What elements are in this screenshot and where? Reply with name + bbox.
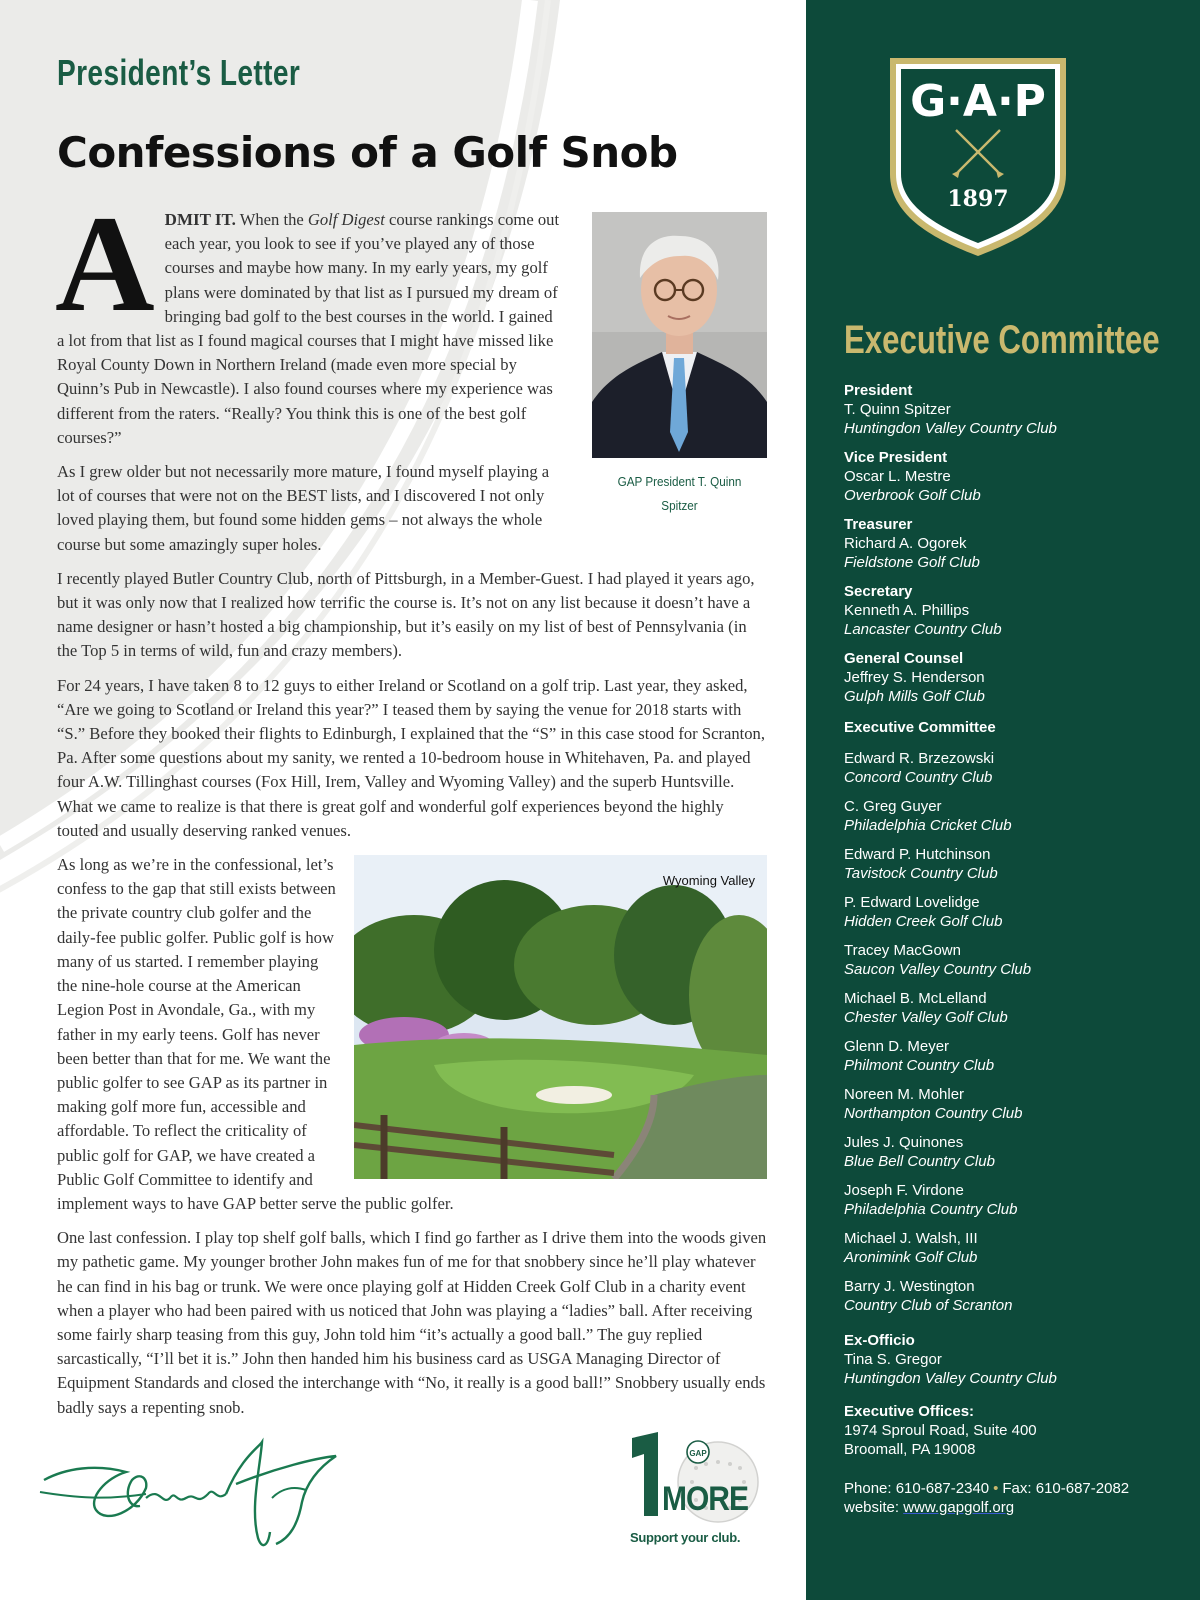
member-entry (844, 1181, 1184, 1219)
member-name: C. Greg Guyer (844, 798, 942, 815)
phone-number: Phone: 610-687-2340 (844, 1480, 990, 1497)
member-entry (844, 1277, 1184, 1315)
officer-entry (844, 649, 1184, 706)
committee-title: Executive Committee (844, 318, 1160, 362)
member-club: Philadelphia Cricket Club (844, 817, 1012, 834)
member-club: Chester Valley Golf Club (844, 1009, 1008, 1026)
member-club: Philadelphia Country Club (844, 1201, 1018, 1218)
website-label: website: (844, 1499, 904, 1516)
contact-info (844, 1479, 1184, 1517)
member-entry (844, 1085, 1184, 1123)
officer-role: Vice President (844, 449, 948, 466)
ex-officio-entry (844, 1331, 1184, 1388)
officer-club: Overbrook Golf Club (844, 487, 981, 504)
ex-officio-name: Tina S. Gregor (844, 1351, 942, 1368)
website-line (844, 1498, 1184, 1517)
member-club: Northampton Country Club (844, 1105, 1023, 1122)
separator-dot: • (993, 1480, 999, 1497)
course-figure (354, 855, 767, 1179)
member-entry (844, 1133, 1184, 1171)
member-entry (844, 941, 1184, 979)
member-club: Saucon Valley Country Club (844, 961, 1032, 978)
member-entry (844, 1037, 1184, 1075)
officer-role: General Counsel (844, 650, 964, 667)
promo-number: 1 (650, 1424, 651, 1425)
member-entry (844, 749, 1184, 787)
address-line-1: 1974 Sproul Road, Suite 400 (844, 1422, 1037, 1439)
article-body (55, 187, 767, 1430)
officer-name: Oscar L. Mestre (844, 468, 951, 485)
crest-year: 1897 (947, 186, 1009, 212)
paragraph-1-text-b: course rankings come out each year, you look to see if you’ve played any of those courses and maybe how many. In my early years, my golf plans were dominated by that list as I pursued my dream of bringing bad golf to the best courses in the world. I gained a lot from that list as I found magical courses that I might have missed like Royal County Down in Northern Ireland (made even more special by Quinn’s Pub in Newcastle). I also found courses where my experience was different from the raters. “Really? You think this is one of the best golf courses?” (57, 210, 560, 447)
magazine-title: Golf Digest (307, 210, 385, 229)
member-name: Jules J. Quinones (844, 1134, 964, 1151)
article-headline: Confessions of a Golf Snob (57, 128, 678, 177)
officer-club: Lancaster Country Club (844, 621, 1002, 638)
promo-tagline: Support your club. (630, 1530, 741, 1545)
offices-heading: Executive Offices: (844, 1403, 975, 1420)
member-club: Concord Country Club (844, 769, 993, 786)
member-entry (844, 989, 1184, 1027)
officer-club: Fieldstone Golf Club (844, 554, 980, 571)
course-photo (354, 855, 767, 1179)
sidebar (806, 0, 1200, 1600)
paragraph-5: As long as we’re in the confessional, let’s confess to the gap that still exists between the private country club golfer and the daily-fee public golfer. Public golf is how many of us started. I remember playing the nine-hole course at the American Legion Post in Avondale, Ga., with my father in my early teens. Golf has never been better than that for me. We want the public golfer to see GAP as its partner in making golf more fun, accessible and affordable. To reflect the criticality of public golf for GAP, we have created a Public Golf Committee to identify and implement ways to have GAP better serve the public golfer. (57, 855, 454, 1213)
member-name: P. Edward Lovelidge (844, 894, 980, 911)
signature (36, 1428, 356, 1558)
drop-cap: A (55, 187, 155, 340)
paragraph-1-text-a: When the (235, 210, 308, 229)
member-entry (844, 1229, 1184, 1267)
officer-name: Kenneth A. Phillips (844, 602, 970, 619)
ex-officio-club: Huntingdon Valley Country Club (844, 1370, 1057, 1387)
crest-letters: G·A·P (910, 76, 1046, 127)
gap-crest-logo (886, 54, 1070, 258)
phone-fax-line (844, 1479, 1184, 1498)
lead-in: DMIT IT. (164, 210, 236, 229)
member-name: Joseph F. Virdone (844, 1182, 964, 1199)
paragraph-2: As I grew older but not necessarily more mature, I found myself playing a lot of courses that were not on the BEST lists, and I discovered I not only loved playing them, but found some hidden gems – not always the whole course but some amazingly super holes. (57, 462, 550, 554)
member-name: Noreen M. Mohler (844, 1086, 965, 1103)
ball-gap-mark: GAP (689, 1449, 707, 1458)
officer-club: Gulph Mills Golf Club (844, 688, 985, 705)
member-entry (844, 797, 1184, 835)
member-name: Michael J. Walsh, III (844, 1230, 978, 1247)
officer-entry (844, 582, 1184, 639)
officer-entry (844, 448, 1184, 505)
officer-club: Huntingdon Valley Country Club (844, 420, 1057, 437)
officer-name: T. Quinn Spitzer (844, 401, 951, 418)
paragraph-4: For 24 years, I have taken 8 to 12 guys to either Ireland or Scotland on a golf trip. Last year, they asked, “Are we going to Scotland or Ireland this year?” I teased them by saying the venue for 2018 starts with “S.” Before they booked their flights to Edinburgh, I explained that the “S” in this case stood for Scranton, Pa. After some questions about my sanity, we rented a 10-bedroom house in Whitehaven, Pa. and played four A.W. Tillinghast courses (Fox Hill, Irem, Valley and Wyoming Valley) and the superb Huntsville. What we came to realize is that there is great golf and wonderful golf experiences beyond the highly touted and usually deserving ranked venues. (57, 675, 765, 840)
member-club: Country Club of Scranton (844, 1297, 1013, 1314)
address-line-2: Broomall, PA 19008 (844, 1441, 976, 1458)
member-club: Hidden Creek Golf Club (844, 913, 1003, 930)
member-entry (844, 893, 1184, 931)
website-link[interactable]: www.gapgolf.org (903, 1499, 1015, 1516)
member-name: Glenn D. Meyer (844, 1038, 950, 1055)
member-entry (844, 845, 1184, 883)
fax-number: Fax: 610-687-2082 (1002, 1480, 1130, 1497)
section-kicker: President’s Letter (57, 52, 301, 93)
officer-role: President (844, 382, 913, 399)
promo-word: MORE (662, 1479, 748, 1518)
officer-entry (844, 381, 1184, 438)
member-name: Edward P. Hutchinson (844, 846, 991, 863)
paragraph-6: One last confession. I play top shelf golf balls, which I find go farther as I drive them into the woods given my pathetic game. My younger brother John makes fun of me for that snobbery since he’ll play whatever he can find in his bag or trunk. We were once playing golf at Hidden Creek Golf Club in a charity event when a player who had been paired with us noticed that John was playing a “ladies” ball. After receiving some fairly sharp teasing from this guy, John told him “it’s actually a good ball.” The guy replied sarcastically, “I’ll bet it is.” John then handed him his business card as USGA Managing Director of Equipment Standards and closed the interchange with “No, it really is a good ball!” Snobbery usually ends badly says a repenting snob. (57, 1228, 767, 1417)
officer-name: Richard A. Ogorek (844, 535, 967, 552)
portrait-figure (592, 212, 767, 518)
committee-list (844, 381, 1184, 1517)
executive-offices (844, 1402, 1184, 1459)
paragraph-3: I recently played Butler Country Club, north of Pittsburgh, in a Member-Guest. I had played it years ago, but it was only now that I realized how terrific the course is. It’s not on any list because it doesn’t have a name designer or hasn’t hosted a big championship, but it’s easily on my list of best of Pennsylvania (in the Top 5 in terms of wild, fun and crazy members). (57, 568, 755, 661)
member-club: Aronimink Golf Club (844, 1249, 978, 1266)
portrait-caption: GAP President T. Quinn Spitzer (617, 474, 742, 514)
ex-officio-role: Ex-Officio (844, 1332, 915, 1349)
officer-role: Treasurer (844, 516, 913, 533)
officer-name: Jeffrey S. Henderson (844, 669, 985, 686)
member-name: Barry J. Westington (844, 1278, 975, 1295)
member-name: Michael B. McLelland (844, 990, 987, 1007)
member-club: Philmont Country Club (844, 1057, 995, 1074)
member-club: Blue Bell Country Club (844, 1153, 995, 1170)
member-club: Tavistock Country Club (844, 865, 998, 882)
committee-subheading: Executive Committee (844, 719, 996, 736)
member-name: Tracey MacGown (844, 942, 961, 959)
officer-entry (844, 515, 1184, 572)
officer-role: Secretary (844, 583, 913, 600)
portrait-photo (592, 212, 767, 458)
member-name: Edward R. Brzezowski (844, 750, 995, 767)
course-photo-label: Wyoming Valley (662, 873, 755, 889)
